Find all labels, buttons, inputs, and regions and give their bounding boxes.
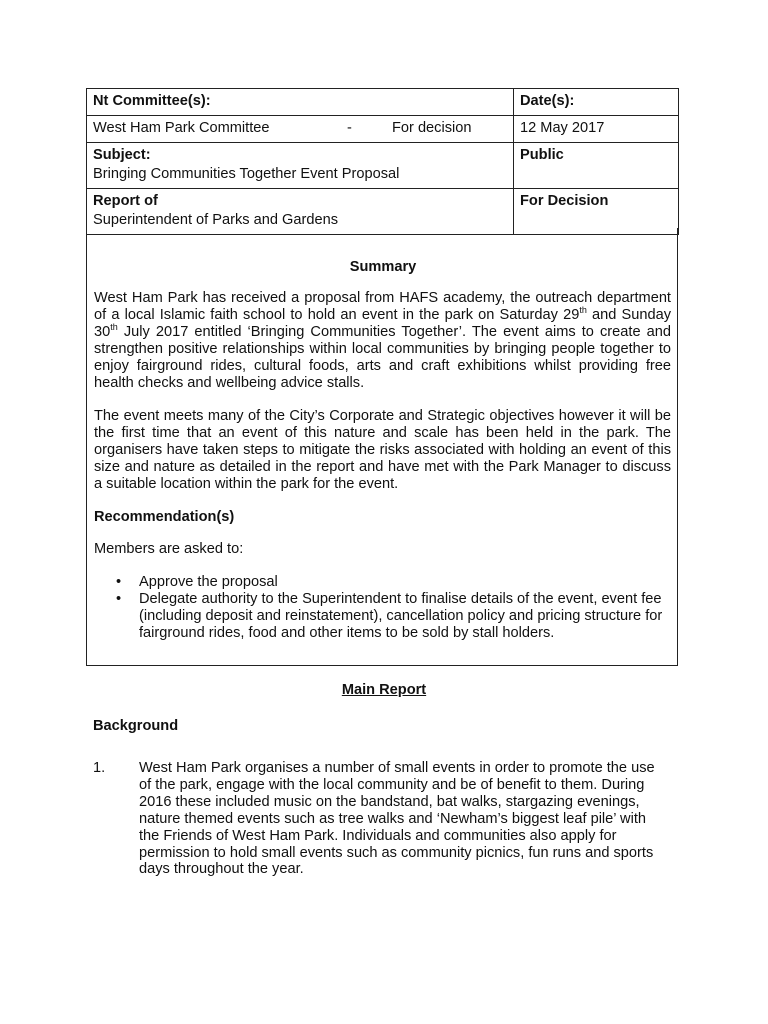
summary-box <box>86 228 678 666</box>
bullet-icon: • <box>116 590 122 607</box>
committee-label: Nt Committee(s): <box>87 89 514 116</box>
decision-type: For decision <box>392 120 472 136</box>
header-row-subject <box>87 143 679 189</box>
report-of-label: Report of <box>93 193 158 209</box>
summary-paragraph-1: West Ham Park has received a proposal from HAFS academy, the outreach department of a local Islamic faith school to hold an event in the park on Saturday 29th and Sunday 30th July 2017 entitled ‘Bringing Communities Together’. The event aims to create and strengthen positive relationships within local communities by bringing people together to enjoy fairground rides, cultural foods, arts and craft exhibitions whilst providing free health checks and wellbeing advice stalls. <box>94 290 671 391</box>
classification: Public <box>514 143 679 189</box>
meeting-date: 12 May 2017 <box>514 116 679 143</box>
header-row-committee <box>87 89 679 116</box>
list-item: • Delegate authority to the Superintendent to finalise details of the event, event fee (including deposit and reinstatement), cancellation policy and pricing structure for fairground rides, food and other items to be sold by stall holders. <box>116 590 663 641</box>
meeting-cell <box>87 116 514 143</box>
separator-dash: - <box>347 120 352 136</box>
main-report-title: Main Report <box>341 682 427 698</box>
subject-text: Bringing Communities Together Event Proposal <box>93 166 400 182</box>
report-header-table <box>86 88 679 235</box>
summary-paragraph-2: The event meets many of the City’s Corporate and Strategic objectives however it will be the first time that an event of this nature and scale has been held in the park. The organisers have taken steps to mitigate the risks associated with holding an event of this size and nature as detailed in the report and have met with the Park Manager to discuss a suitable location within the park for the event. <box>94 408 671 492</box>
paragraph-text: West Ham Park organises a number of small events in order to promote the use of the park, engage with the local community and be of benefit to them. During 2016 these included music on the bandstand, bat walks, stargazing evenings, nature themed events such as tree walks and ‘Newham’s biggest leaf pile’ with the Friends of West Ham Park. Individuals and communities also apply for permission to hold small events such as community picnics, fun runs and sports days throughout the year. <box>139 760 655 878</box>
paragraph-number: 1. <box>93 760 106 776</box>
bullet-icon: • <box>116 574 122 590</box>
report-of-text: Superintendent of Parks and Gardens <box>93 212 339 228</box>
background-heading: Background <box>93 718 179 734</box>
subject-label: Subject: <box>93 147 151 163</box>
header-row-meeting <box>87 116 679 143</box>
summary-title: Summary <box>349 259 417 275</box>
recommendation-list <box>94 574 671 642</box>
members-asked-text: Members are asked to: <box>94 541 244 557</box>
list-item: • Approve the proposal <box>116 574 278 590</box>
dates-label: Date(s): <box>514 89 679 116</box>
recommendations-label: Recommendation(s) <box>94 509 235 525</box>
subject-cell <box>87 143 514 189</box>
for-decision-label: For Decision <box>514 189 679 235</box>
committee-name: West Ham Park Committee <box>93 120 270 136</box>
